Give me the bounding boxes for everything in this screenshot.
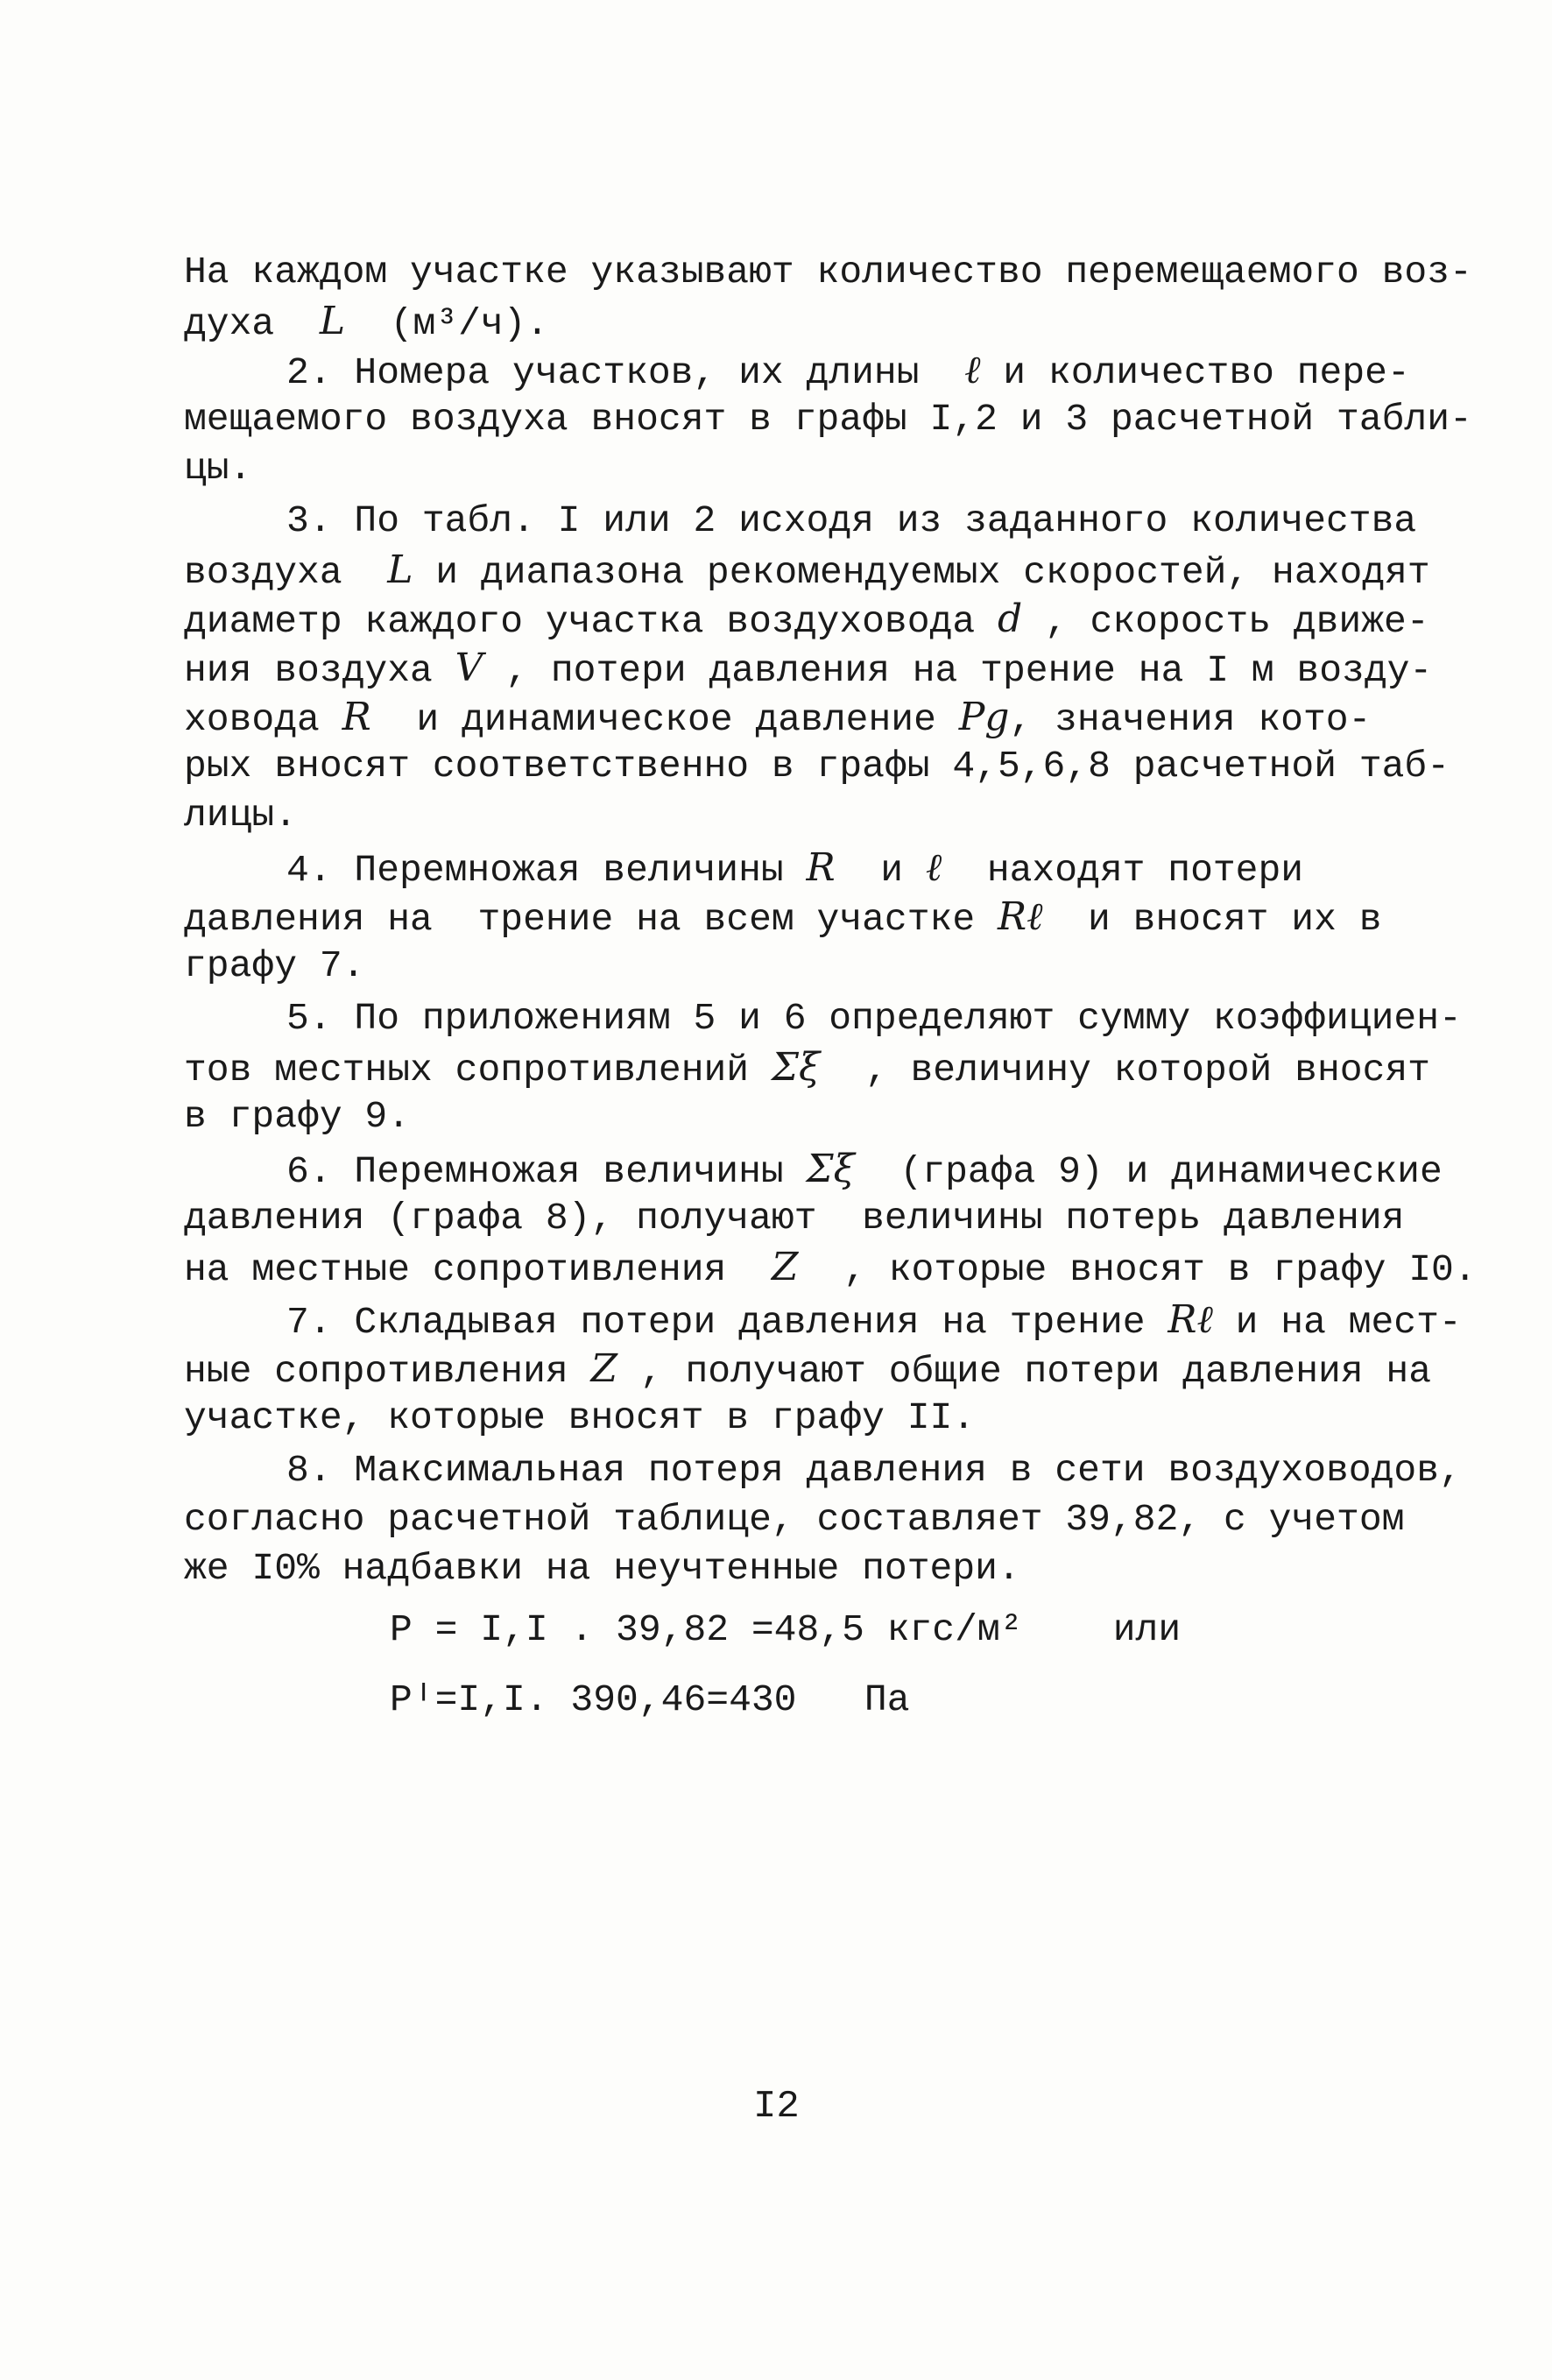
text-span: , потери давления на трение на I м возду- [505, 649, 1433, 692]
p4-line-1 [286, 844, 1303, 895]
symbol-R: R [342, 695, 371, 739]
text-span: цы. [184, 447, 252, 490]
p7-line-1 [286, 1296, 1462, 1347]
text-span: в графу 9. [184, 1095, 411, 1138]
p5-line-2 [184, 1043, 1430, 1095]
text-span: , получают общие потери давления на [639, 1350, 1432, 1393]
symbol-L: L [319, 299, 346, 343]
formula-unit: Па [864, 1678, 910, 1721]
symbol-sigma-xi: Σξ [771, 1045, 821, 1090]
text-span: и диапазона рекомендуемых скоростей, находят [435, 551, 1430, 594]
text-span: графу 7. [184, 944, 365, 987]
symbol-d: d [997, 597, 1023, 641]
p3-line-3 [184, 595, 1429, 646]
p8-line-3 [184, 1544, 1020, 1593]
symbol-R: R [806, 845, 836, 890]
formula-text: P = I,I . 39,82 =48,5 кгс/м² [390, 1608, 1023, 1651]
text-span: ховода [184, 698, 320, 741]
page-number: I2 [753, 2085, 800, 2129]
text-span: рых вносят соответственно в графы 4,5,6,8 расчетной таб- [184, 745, 1450, 787]
text-span: воздуха [184, 551, 342, 594]
symbol-l: ℓ [925, 845, 942, 890]
p4-line-2 [184, 893, 1382, 944]
text-span: мещаемого воздуха вносят в графы I,2 и 3 расчетной табли- [184, 398, 1472, 441]
p5-line-1 [286, 994, 1462, 1043]
text-span: 3. По табл. I или 2 исходя из заданного количества [286, 499, 1417, 542]
symbol-L: L [387, 547, 413, 592]
text-span: (м³/ч). [390, 302, 549, 345]
p3-line-7 [184, 791, 297, 840]
text-span: 7. Складывая потери давления на трение [286, 1301, 1146, 1344]
text-span: и вносят их в [1088, 898, 1382, 941]
p4-line-3 [184, 942, 364, 991]
p2-line-1 [286, 346, 1410, 398]
text-span: тов местных сопротивлений [184, 1049, 750, 1091]
text-span: участке, которые вносят в графу II. [184, 1396, 976, 1439]
text-span: 4. Перемножая величины [286, 849, 784, 892]
formula-text: Pᴵ=I,I. 390,46=430 [390, 1678, 797, 1721]
symbol-V: V [455, 646, 483, 690]
p5-line-3 [184, 1092, 410, 1141]
p8-line-1 [286, 1446, 1462, 1495]
symbol-sigma-xi: Σξ [806, 1147, 855, 1191]
p6-line-1 [286, 1145, 1443, 1197]
formula-1 [390, 1606, 1181, 1655]
text-span: и [880, 849, 904, 892]
formula-2 [390, 1676, 910, 1725]
p3-line-1 [286, 497, 1416, 546]
text-span: согласно расчетной таблице, составляет 39,82, с учетом [184, 1498, 1405, 1541]
text-span: диаметр каждого участка воздуховода [184, 600, 976, 643]
text-span: ные сопротивления [184, 1350, 568, 1393]
symbol-Pg: Pg [958, 695, 1010, 739]
symbol-Z: Z [590, 1346, 618, 1391]
text-span: же I0% надбавки на неучтенные потери. [184, 1547, 1020, 1590]
text-span: и количество пере- [1003, 351, 1410, 394]
p3-line-5 [184, 693, 1371, 745]
symbol-l: ℓ [964, 348, 981, 392]
text-span: (графа 9) и динамические [899, 1150, 1443, 1193]
p6-line-2 [184, 1194, 1404, 1243]
text-span: , скорость движе- [1044, 600, 1429, 643]
text-span: лицы. [184, 794, 298, 837]
text-span: 5. По приложениям 5 и 6 определяют сумму коэффициен- [286, 997, 1462, 1040]
symbol-Z: Z [771, 1245, 799, 1289]
p6-line-3 [184, 1243, 1477, 1295]
text-span: На каждом участке указывают количество перемещаемого воз- [184, 251, 1472, 293]
text-span: на местные сопротивления [184, 1248, 727, 1291]
p7-line-2 [184, 1345, 1431, 1396]
text-span: и динамическое давление [416, 698, 936, 741]
p1-line-1 [184, 248, 1472, 297]
text-span: ния воздуха [184, 649, 433, 692]
text-span: , величину которой вносят [864, 1049, 1430, 1091]
text-span: находят потери [986, 849, 1304, 892]
p7-line-3 [184, 1394, 975, 1443]
formula-suffix: или [1112, 1608, 1182, 1651]
p2-line-2 [184, 395, 1472, 444]
text-span: 6. Перемножая величины [286, 1150, 784, 1193]
p8-line-2 [184, 1495, 1404, 1544]
text-span: 8. Максимальная потеря давления в сети воздуховодов, [286, 1449, 1462, 1492]
p2-line-3 [184, 444, 251, 493]
p1-line-2 [184, 297, 548, 349]
text-span: 2. Номера участков, их длины [286, 351, 920, 394]
text-span: , значения кото- [1009, 698, 1372, 741]
text-span: духа [184, 302, 275, 345]
p3-line-2 [184, 546, 1430, 597]
text-span: давления на трение на всем участке [184, 898, 976, 941]
p3-line-6 [184, 742, 1450, 791]
text-span: , которые вносят в графу I0. [843, 1248, 1477, 1291]
symbol-Rl: Rℓ [997, 894, 1043, 939]
symbol-Rl: Rℓ [1168, 1297, 1213, 1342]
text-span: давления (графа 8), получают величины потерь давления [184, 1197, 1405, 1239]
p3-line-4 [184, 644, 1432, 696]
text-span: и на мест- [1235, 1301, 1462, 1344]
